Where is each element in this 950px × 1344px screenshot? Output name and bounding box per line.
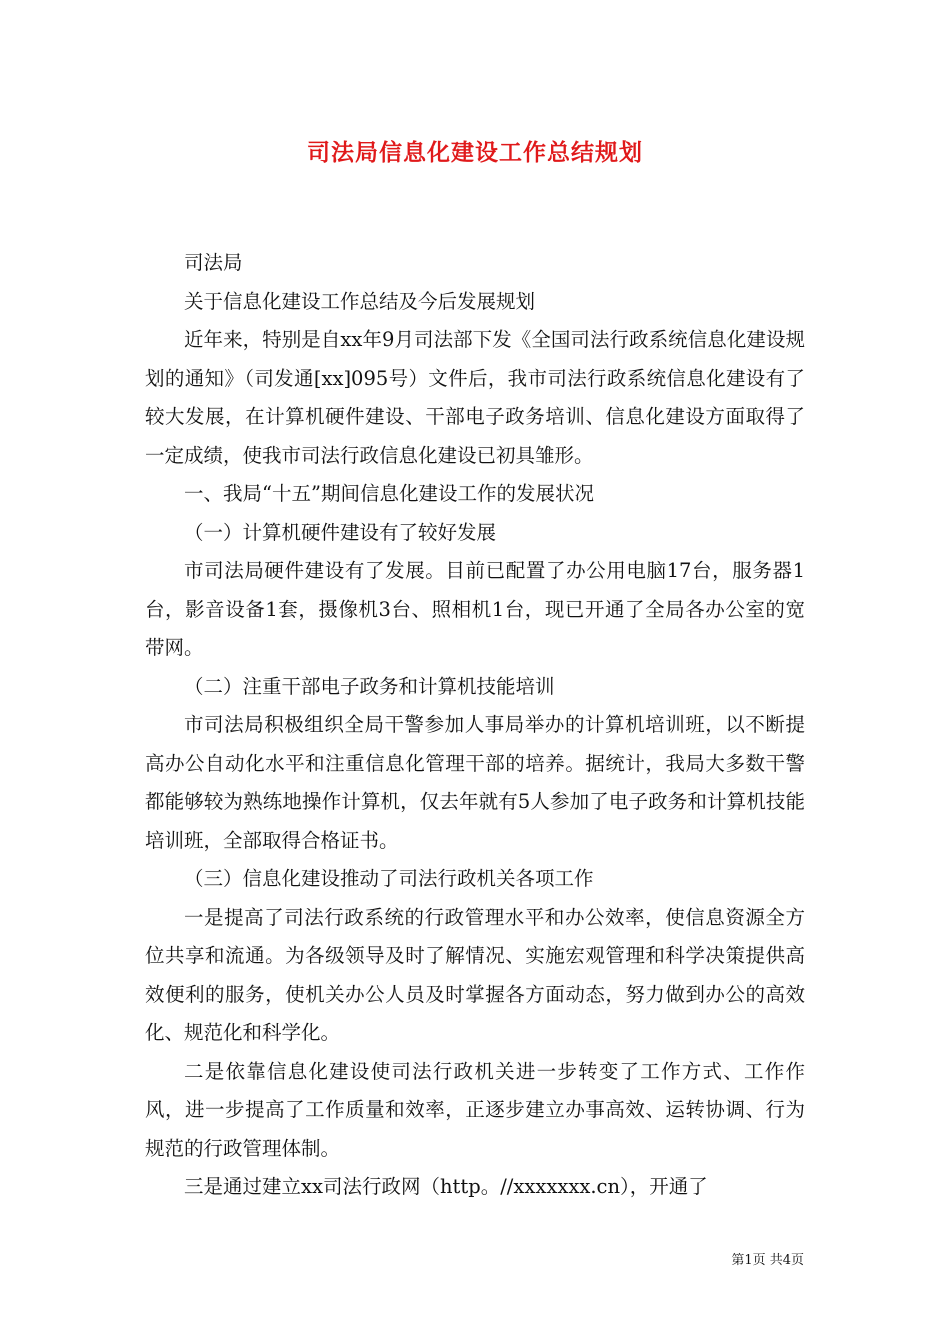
paragraph: 二是依靠信息化建设使司法行政机关进一步转变了工作方式、工作作风，进一步提高了工作质量和效率，正逐步建立办事高效、运转协调、行为规范的行政管理体制。 (145, 1059, 805, 1160)
subsection-heading: （二）注重干部电子政务和计算机技能培训 (184, 674, 555, 698)
subsection-heading: （三）信息化建设推动了司法行政机关各项工作 (184, 867, 594, 890)
paragraph: 关于信息化建设工作总结及今后发展规划 (184, 289, 536, 313)
paragraph: 三是通过建立xx司法行政网（http。//xxxxxxx.cn），开通了 (184, 1175, 708, 1198)
paragraph: 一是提高了司法行政系统的行政管理水平和办公效率，使信息资源全方位共享和流通。为各级领导及时了解情况、实施宏观管理和科学决策提供高效便利的服务，使机关办公人员及时掌握各方面动态，努力做到办公的高效化、规范化和科学化。 (145, 905, 805, 1044)
paragraph: 近年来，特别是自xx年9月司法部下发《全国司法行政系统信息化建设规划的通知》（司发通[xx]095号）文件后，我市司法行政系统信息化建设有了较大发展，在计算机硬件建设、干部电子政务培训、信息化建设方面取得了一定成绩，使我市司法行政信息化建设已初具雏形。 (145, 328, 805, 467)
paragraph: 市司法局硬件建设有了发展。目前已配置了办公用电脑17台，服务器1台，影音设备1套，摄像机3台、照相机1台，现已开通了全局各办公室的宽带网。 (145, 559, 805, 659)
section-heading: 一、我局“十五”期间信息化建设工作的发展状况 (184, 482, 594, 505)
subsection-heading: （一）计算机硬件建设有了较好发展 (184, 520, 497, 544)
document-body (145, 244, 805, 1207)
document-title: 司法局信息化建设工作总结规划 (307, 139, 643, 166)
paragraph: 司法局 (184, 251, 243, 274)
paragraph: 市司法局积极组织全局干警参加人事局举办的计算机培训班，以不断提高办公自动化水平和注重信息化管理干部的培养。据统计，我局大多数干警都能够较为熟练地操作计算机，仅去年就有5人参加了电子政务和计算机技能培训班，全部取得合格证书。 (145, 713, 805, 852)
page-number-footer: 第1页 共4页 (731, 1253, 804, 1268)
